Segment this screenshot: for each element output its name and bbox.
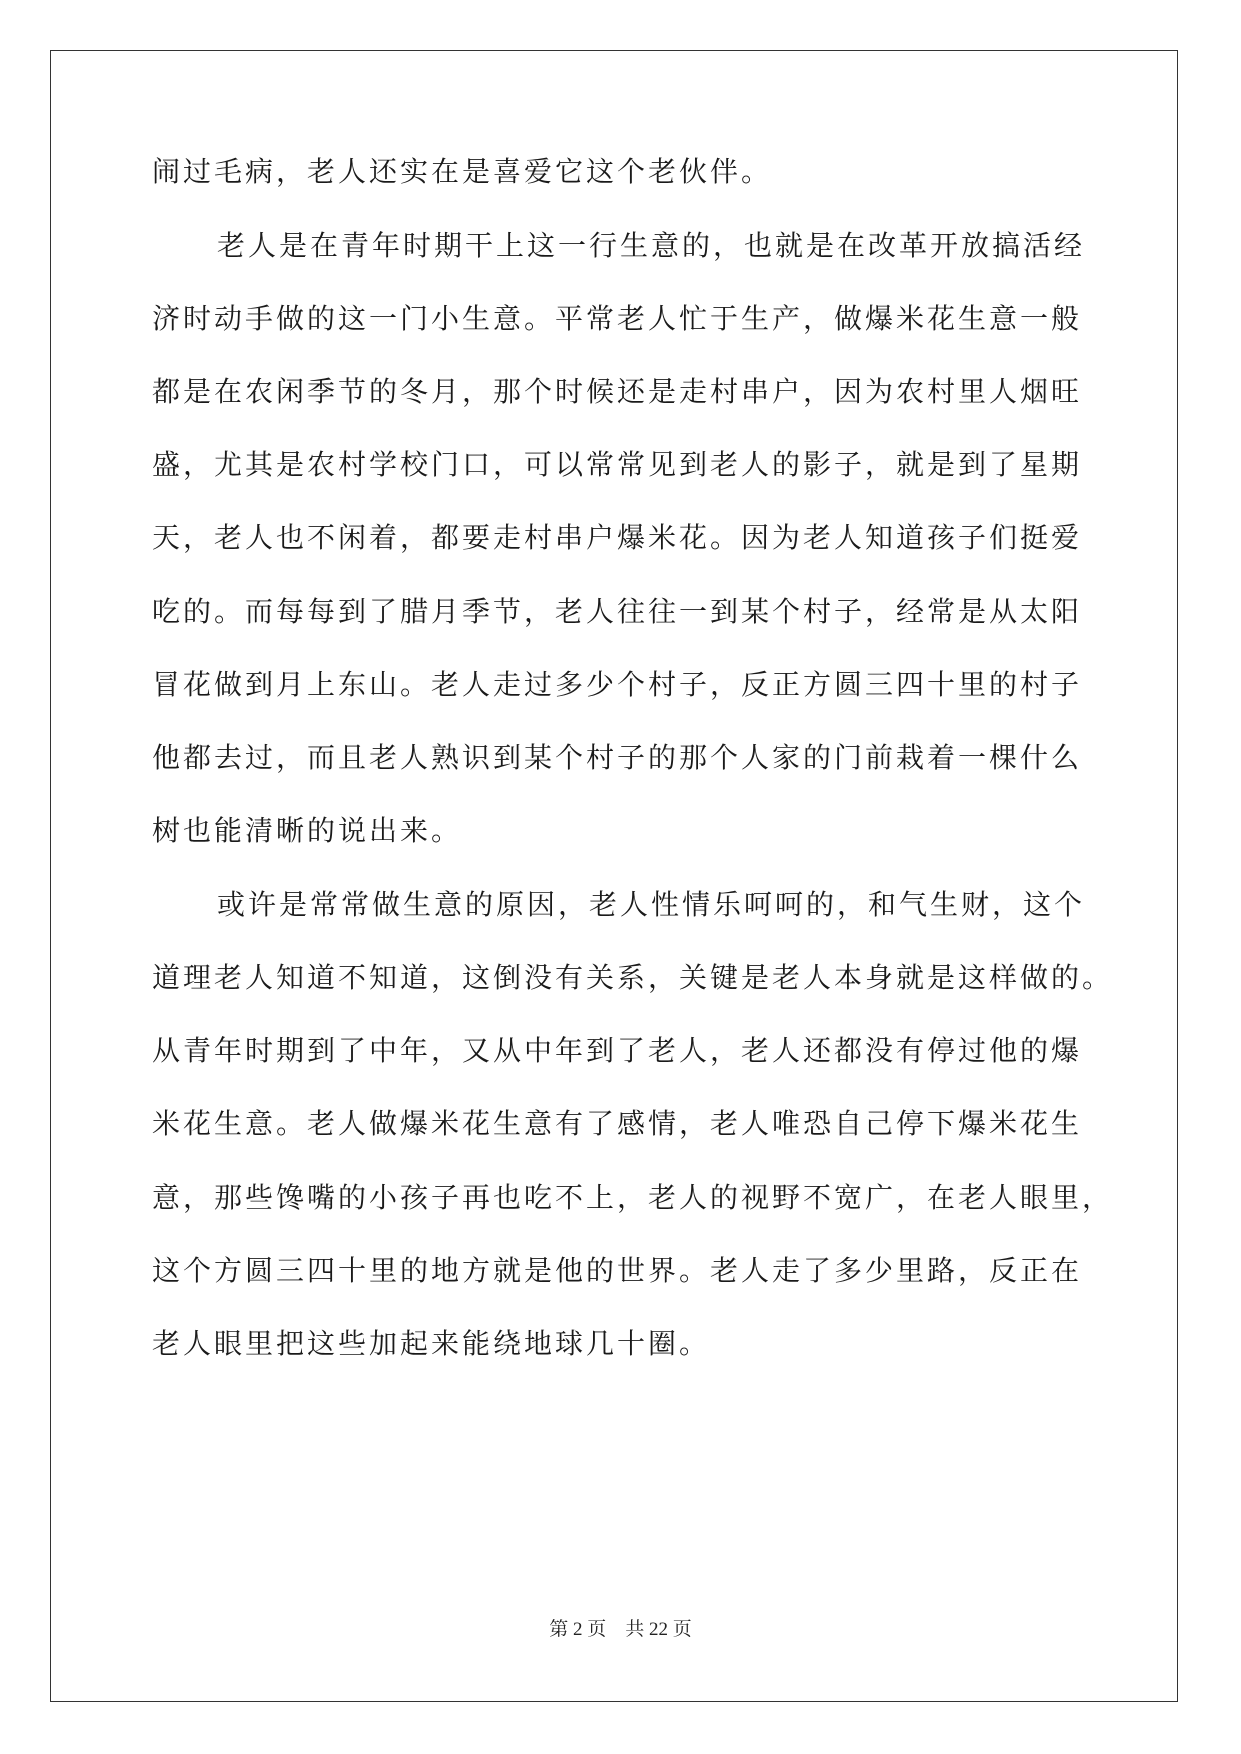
text-line: 老人眼里把这些加起来能绕地球几十圈。 (152, 1327, 711, 1360)
text-line: 从青年时期到了中年，又从中年到了老人，老人还都没有停过他的爆 (152, 1034, 1083, 1067)
text-line: 他都去过，而且老人熟识到某个村子的那个人家的门前栽着一棵什么 (152, 741, 1083, 774)
text-line: 吃的。而每每到了腊月季节，老人往往一到某个村子，经常是从太阳 (152, 595, 1083, 628)
page-border (50, 50, 1178, 1702)
text-line: 济时动手做的这一门小生意。平常老人忙于生产，做爆米花生意一般 (152, 302, 1083, 335)
text-line: 闹过毛病，老人还实在是喜爱它这个老伙伴。 (152, 155, 773, 188)
page-number-footer: 第 2 页 共 22 页 (549, 1619, 692, 1640)
paragraph-first-line: 老人是在青年时期干上这一行生意的，也就是在改革开放搞活经 (217, 229, 1086, 262)
text-line: 米花生意。老人做爆米花生意有了感情，老人唯恐自己停下爆米花生 (152, 1107, 1083, 1140)
text-line: 都是在农闲季节的冬月，那个时候还是走村串户，因为农村里人烟旺 (152, 375, 1083, 408)
text-line: 盛，尤其是农村学校门口，可以常常见到老人的影子，就是到了星期 (152, 448, 1083, 481)
text-line: 道理老人知道不知道，这倒没有关系，关键是老人本身就是这样做的。 (152, 961, 1114, 994)
text-line: 这个方圆三四十里的地方就是他的世界。老人走了多少里路，反正在 (152, 1254, 1083, 1287)
paragraph-first-line: 或许是常常做生意的原因，老人性情乐呵呵的，和气生财，这个 (217, 888, 1086, 921)
text-line: 冒花做到月上东山。老人走过多少个村子，反正方圆三四十里的村子 (152, 668, 1083, 701)
text-line: 天，老人也不闲着，都要走村串户爆米花。因为老人知道孩子们挺爱 (152, 521, 1083, 554)
text-line: 意，那些馋嘴的小孩子再也吃不上，老人的视野不宽广，在老人眼里， (152, 1181, 1114, 1214)
text-line: 树也能清晰的说出来。 (152, 814, 463, 847)
